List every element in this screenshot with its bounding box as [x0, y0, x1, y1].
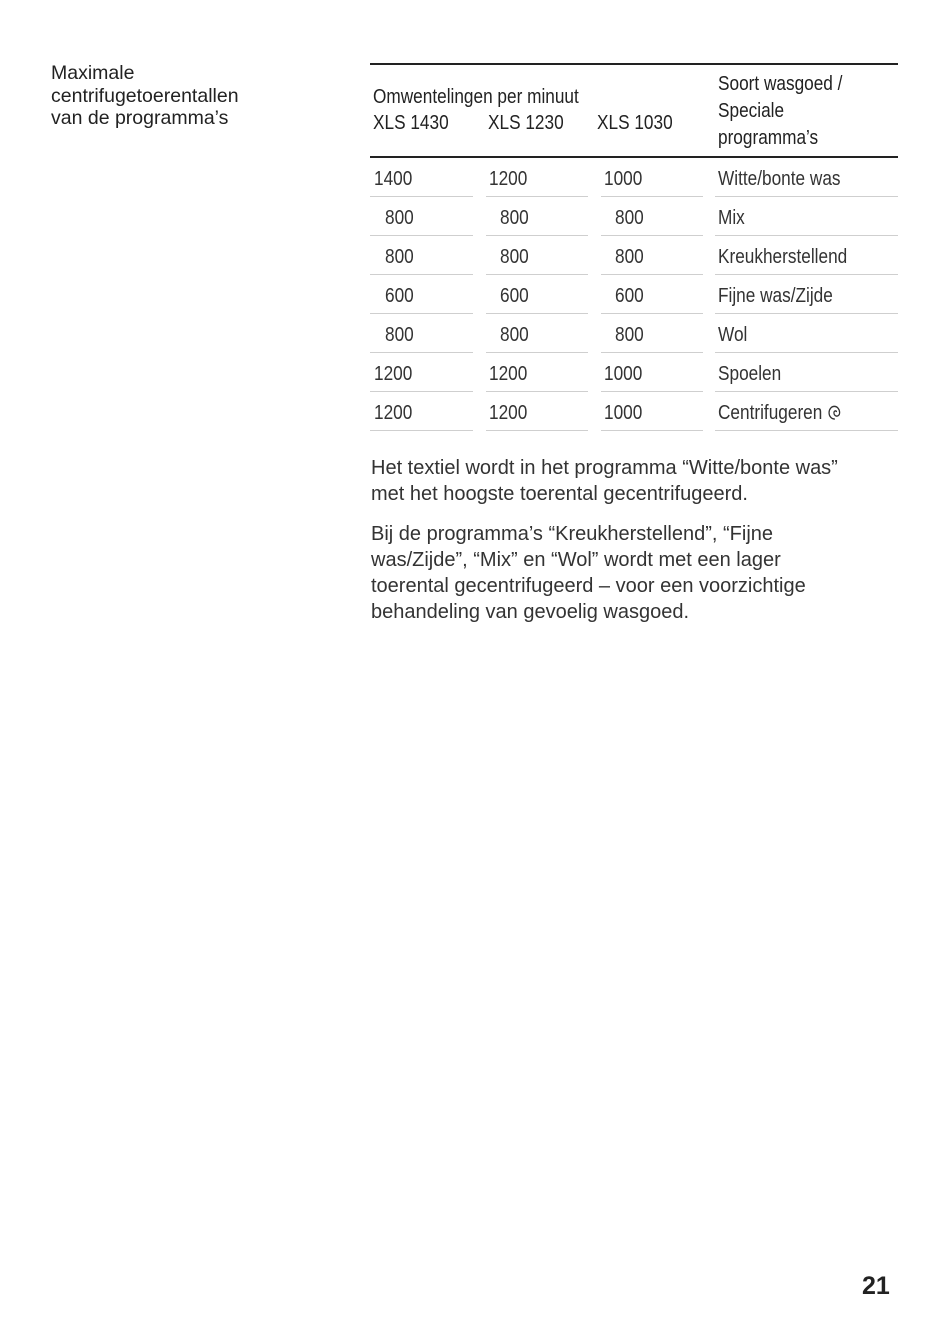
section-heading-line: centrifugetoerentallen [51, 84, 239, 107]
program-type-header-line: programma’s [718, 126, 819, 149]
rpm-xls1030: 800 [615, 323, 644, 346]
program-name: Kreukherstellend [718, 245, 848, 268]
rpm-xls1430: 1200 [374, 362, 413, 385]
rpm-xls1430: 1400 [374, 167, 413, 190]
rpm-xls1230: 1200 [489, 167, 528, 190]
table-top-rule [370, 63, 898, 65]
rpm-xls1030: 800 [615, 206, 644, 229]
program-name: Fijne was/Zijde [718, 284, 833, 307]
rpm-xls1430: 800 [385, 323, 414, 346]
row-divider [370, 430, 473, 431]
rpm-xls1030: 1000 [604, 362, 643, 385]
row-divider [601, 430, 703, 431]
table-row [370, 392, 898, 431]
paragraph-line: was/Zijde”, “Mix” en “Wol” wordt met een lager [371, 549, 781, 571]
rpm-xls1230: 800 [500, 323, 529, 346]
table-row [370, 353, 898, 392]
paragraph-line: behandeling van gevoelig wasgoed. [371, 601, 690, 623]
paragraph-highest-speed [371, 455, 911, 507]
program-type-header [718, 70, 842, 151]
rpm-xls1230: 800 [500, 245, 529, 268]
table-row [370, 197, 898, 236]
row-divider [715, 430, 898, 431]
paragraph-line: toerental gecentrifugeerd – voor een voorzichtige [371, 575, 806, 597]
section-heading-line: Maximale [51, 62, 135, 84]
rpm-xls1030: 1000 [604, 401, 643, 424]
rpm-xls1030: 1000 [604, 167, 643, 190]
section-heading-line: van de programma’s [51, 107, 229, 129]
program-name: Spoelen [718, 362, 782, 385]
table-row [370, 314, 898, 353]
program-name: Centrifugeren [718, 401, 823, 424]
paragraph-lower-speed [371, 521, 911, 625]
rpm-xls1230: 600 [500, 284, 529, 307]
rpm-xls1230: 1200 [489, 401, 528, 424]
paragraph-line: met het hoogste toerental gecentrifugeerd. [371, 483, 748, 505]
rpm-column-header: Omwentelingen per minuut [373, 85, 579, 108]
program-name: Witte/bonte was [718, 167, 841, 190]
model-header-xls1430: XLS 1430 [373, 111, 449, 134]
rpm-xls1230: 1200 [489, 362, 528, 385]
rpm-xls1430: 600 [385, 284, 414, 307]
rpm-xls1030: 800 [615, 245, 644, 268]
rpm-xls1430: 800 [385, 206, 414, 229]
table-row [370, 158, 898, 197]
table-row [370, 236, 898, 275]
section-heading [51, 62, 341, 130]
program-name: Wol [718, 323, 748, 346]
spin-icon [827, 403, 841, 427]
paragraph-line: Bij de programma’s “Kreukherstellend”, “Fijne [371, 523, 774, 545]
rpm-xls1430: 1200 [374, 401, 413, 424]
rpm-xls1230: 800 [500, 206, 529, 229]
paragraph-line: Het textiel wordt in het programma “Witte/bonte was” [371, 457, 838, 479]
rpm-xls1430: 800 [385, 245, 414, 268]
model-header-xls1030: XLS 1030 [597, 111, 673, 134]
model-header-xls1230: XLS 1230 [488, 111, 564, 134]
table-row [370, 275, 898, 314]
program-type-header-line: Soort wasgoed / [718, 72, 843, 95]
program-name: Mix [718, 206, 745, 229]
program-name-centrifugeren [718, 401, 842, 427]
page-number: 21 [862, 1272, 890, 1300]
program-type-header-line: Speciale [718, 99, 785, 122]
row-divider [486, 430, 588, 431]
rpm-xls1030: 600 [615, 284, 644, 307]
